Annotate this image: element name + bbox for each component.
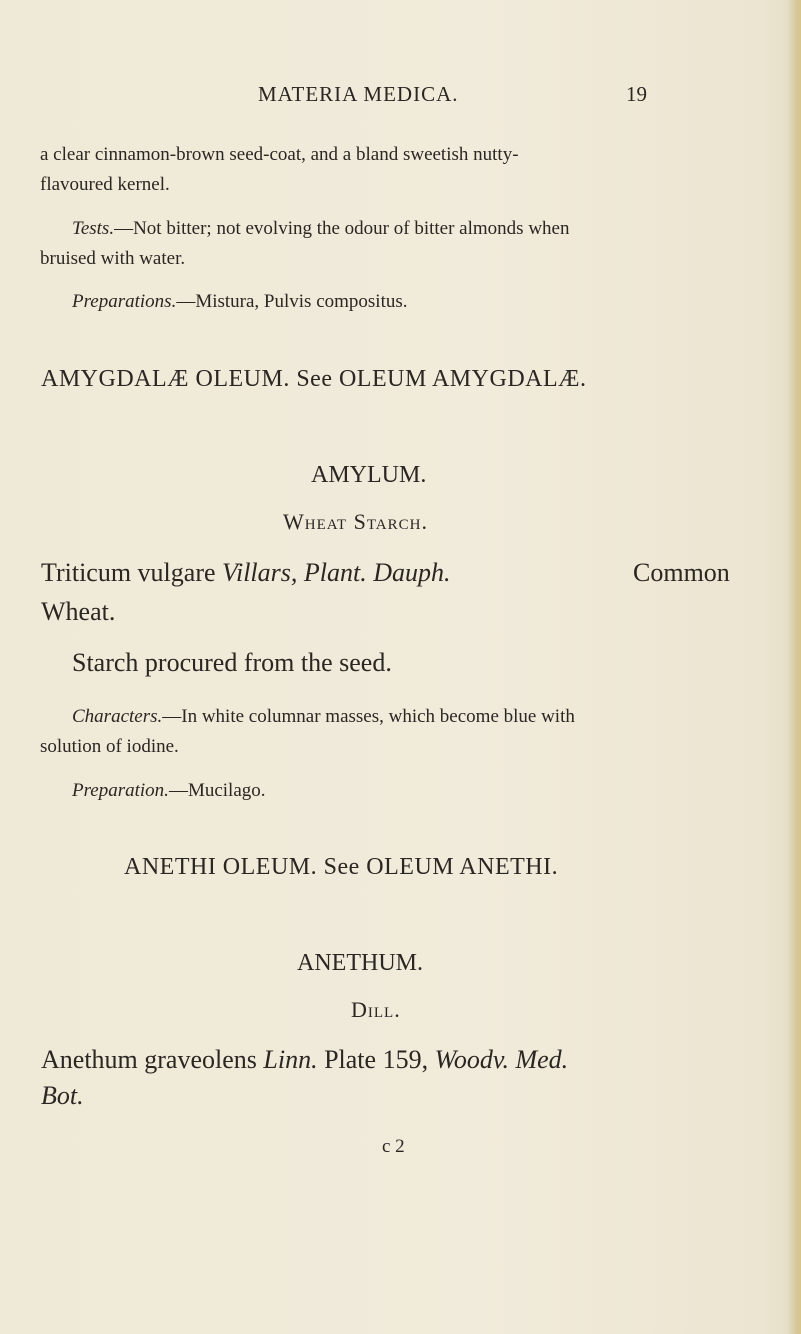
preparations-text: —Mistura, Pulvis compositus. [176, 291, 408, 312]
preparation-label: Preparation. [72, 780, 169, 801]
triticum-line-2: Wheat. [41, 597, 116, 626]
amylum-subtitle: Wheat Starch. [283, 509, 428, 534]
anethum-name: Anethum graveolens [41, 1045, 264, 1074]
preparations-label: Preparations. [72, 291, 177, 312]
triticum-line-1 [41, 558, 451, 588]
preparation-paragraph [72, 776, 266, 806]
anethi-heading: ANETHI OLEUM. See OLEUM ANETHI. [124, 854, 559, 880]
text-line-2: flavoured kernel. [40, 174, 170, 195]
anethum-authority: Linn. [263, 1045, 318, 1074]
anethum-heading: ANETHUM. [297, 950, 423, 976]
anethum-subtitle: Dill. [351, 997, 401, 1022]
anethum-plate: Plate 159, [317, 1045, 435, 1074]
tests-paragraph [72, 214, 569, 244]
preparation-text: —Mucilago. [168, 780, 266, 801]
tests-label: Tests. [72, 218, 115, 239]
signature-mark: c 2 [382, 1136, 405, 1157]
preparations-paragraph [72, 287, 408, 317]
characters-text: —In white columnar masses, which become blue with [162, 706, 575, 727]
anethum-reference: Woodv. Med. [434, 1045, 569, 1074]
page-number: 19 [626, 82, 647, 106]
text-line-1: a clear cinnamon-brown seed-coat, and a bland sweetish nutty- [40, 144, 519, 165]
tests-text: —Not bitter; not evolving the odour of bitter almonds when [114, 218, 570, 239]
amygdalae-heading: AMYGDALÆ OLEUM. See OLEUM AMYGDALÆ. [41, 366, 587, 392]
anethum-bot: Bot. [41, 1081, 84, 1110]
starch-line: Starch procured from the seed. [72, 648, 392, 677]
triticum-authority: Villars, Plant. Dauph. [222, 558, 451, 587]
tests-line-2: bruised with water. [40, 248, 186, 269]
characters-line-2: solution of iodine. [40, 736, 179, 757]
running-title: MATERIA MEDICA. [258, 82, 459, 106]
anethum-line-2 [41, 1081, 84, 1111]
amylum-heading: AMYLUM. [311, 462, 427, 488]
triticum-name: Triticum vulgare [41, 558, 223, 587]
page-edge [787, 0, 801, 1334]
triticum-common: Common [633, 558, 730, 587]
anethum-line-1 [41, 1045, 568, 1075]
characters-paragraph [72, 702, 575, 732]
characters-label: Characters. [72, 706, 163, 727]
